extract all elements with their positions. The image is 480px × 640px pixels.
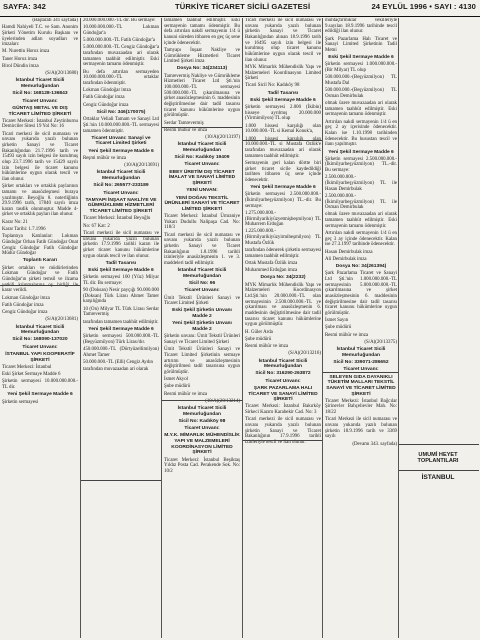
text-paragraph: Tadil Tasarısı	[267, 90, 299, 96]
text-paragraph: H. Güler Arda	[245, 329, 273, 335]
column-divider	[80, 18, 81, 638]
text-paragraph: Serdar Tamrevermiş	[164, 120, 204, 126]
text-paragraph: Sicil No: 96	[188, 281, 216, 287]
text-paragraph: Ticari merkezi ile sicil numarası ve unvanı yukarıda yazılı bulunan şirketin 17.9.1996 tarihli kararı ile şirket ticaret kanunu hükümlerine uygun olarak tescil ve ilan olunur.	[83, 230, 159, 259]
text-paragraph: Şube müdürü	[164, 384, 191, 390]
gazette-title: TÜRKİYE TİCARET SİCİLİ GAZETESİ	[175, 2, 311, 11]
text-paragraph: olmak üzere muvazaadan ari olarak tamamen taahhüt edilmiştir. Eski sermayenin tamamı ödenmiştir.	[325, 212, 397, 229]
text-paragraph: TAMYAPI İNŞAAT NAKLİYE VE GÜMRÜKLEME HİZMETLERİ TİCARET LİMİTED ŞİRKETİ	[85, 197, 157, 215]
column-3	[164, 18, 240, 640]
text-paragraph: Yeni Şekil Şirketin Unvanı Madde 2	[172, 321, 232, 333]
text-paragraph: Ortak Mustafa Özlük imza	[245, 260, 298, 266]
text-paragraph: Şark Pazarlama Halı Ticaret ve Sanayi Limited Şirketinin Tadil Metni	[325, 36, 397, 53]
text-paragraph: EBEY ÜRETİM DIŞ TİCARET İMALAT VE SANAYİ LİMİTED ŞİRKETİ	[168, 169, 236, 186]
entry-separator	[0, 285, 80, 286]
section-banner	[398, 446, 478, 470]
text-paragraph: Ticaret Merkezi: İstanbul Bakırköy Sirkeci Kazım Karabekir Cad. No: 3	[245, 404, 321, 416]
text-paragraph: İsmet Akyol	[164, 377, 189, 383]
column-divider	[322, 18, 323, 638]
text-paragraph: Şirketin sermayesi 10.000.000.000.-TL dir.	[2, 379, 78, 391]
text-paragraph: Şirketin sermayesi 2.500.000.000.-(İkimilyarbeşyüzmilyon) TL.-dir. Bu sermaye:	[245, 192, 321, 209]
text-paragraph: Ticaret Unvanı:	[343, 367, 379, 373]
text-paragraph: Ticaret Unvanı:	[22, 344, 58, 350]
text-paragraph: Cengiz Gündoğar imza	[2, 310, 48, 316]
text-paragraph: 450.000.000.-TL (Dörtyüzellimilyon) Ahmet Tamer	[83, 347, 159, 358]
page-number: SAYFA: 342	[3, 2, 46, 11]
column-divider	[161, 18, 162, 638]
text-paragraph: Ümit Tekstil Ürünleri Sanayi ve Ticaret Limited Şirketi	[164, 295, 240, 307]
text-paragraph: (10/A)(20/13197)	[205, 135, 240, 141]
text-paragraph: Ticaret Unvanı:	[265, 378, 301, 384]
text-paragraph: İstanbul Ticaret Sicili Memurluğundan	[96, 170, 146, 182]
column-6	[399, 18, 479, 438]
text-paragraph: Resmi mühür ve imza	[164, 391, 208, 397]
text-paragraph: Ticari merkezi ile sicil numarası ve unvanı yukarıda yazılı bulunan şirketin Sanayi ve Ticaret Bakanlığından 21.7.1996 tarih ve 15493 sayılı izin belgesi ile kurulmuş olup 23.7.1996 tarih ve 15429 sayılı izin belgesi ile ticaret kanunu hükümlerine uygun olarak tescil ve ilan olunur.	[2, 131, 78, 182]
text-paragraph: Sicil No: 168090-137020	[12, 337, 68, 343]
text-paragraph: Taner Horoz imza	[2, 56, 38, 62]
text-paragraph: Ali Demirbulak imza	[325, 256, 367, 262]
text-paragraph: (S/A)(20/13375)	[364, 339, 397, 345]
section-rule-top	[399, 444, 479, 445]
text-paragraph: Eski Şekil Sermaye Madde 6	[250, 97, 316, 103]
entry-separator	[81, 236, 161, 237]
text-paragraph: (S/A)(20/13216)	[288, 351, 321, 357]
text-paragraph: MYK Mimarlık Mühendislik Yapı ve Malzemeleri Koordinasyon Ltd.Şti.'nin 20.000.000.-TL olan sermayesinin 2.500.000.000.-TL ye çıkarılması ve anasözleşmenin 6. maddesinin değiştirilmesine dair tadil tasarısı ticaret kanunu hükümlerine uygun görülmüştür.	[245, 282, 321, 328]
text-paragraph: Karar No: 21	[2, 219, 28, 225]
text-paragraph: İstanbul Ticaret Sicili Memurluğundan	[336, 347, 386, 358]
text-paragraph: SELEYEN GIDA DAYANIKLI TÜKETİM MALLARI TEKSTİL SANAYİ VE TİCARET LİMİTED ŞİRKETİ	[326, 374, 396, 397]
text-paragraph: Dosya No: 34(234113)	[176, 66, 228, 72]
text-paragraph: muhtaçtırmıklar vekilleriyle 9.sayılan 18.9.1996 tarihinde tescil edildiği ilan olunur.	[325, 18, 397, 35]
text-paragraph: Eski Şekil Şirketin Unvanı Madde 2	[172, 308, 232, 320]
text-paragraph: 500.000.000.-(Beşyüzmilyon) TL Osman Demirbulak	[325, 88, 397, 99]
text-paragraph: İstanbul Ticaret Sicili Memurluğundan	[258, 358, 308, 370]
text-paragraph: Sicil No: 265577-233189	[93, 183, 149, 189]
text-paragraph: YENİ DOĞAN TEKSTİL ÜRÜNLERİ SANAYİ VE TİCARET LİMİTED ŞİRKETİ	[164, 195, 240, 212]
text-paragraph: Sicil No: Kadıköy 98	[178, 418, 226, 424]
text-paragraph: ŞARK PAZARLAMA HALI TİCARET VE SANAYİ LİMİTED ŞİRKETİ	[248, 385, 318, 403]
text-paragraph: Eski Şekil Sermaye Madde 6	[328, 55, 394, 61]
text-paragraph: GÜNTAŞ METAL VE DIŞ TİCARET LİMİTED ŞİRKETİ	[8, 105, 72, 117]
entry-separator	[162, 400, 242, 401]
text-paragraph: Cengiz Gündoğar imza	[83, 102, 129, 108]
text-paragraph: Şirket ortakları ve ortaklık paylarının tamamı ve anasözleşmesi buraya yazılmıştır. Beyoğlu 8. noterliğinin 29.9.1996 tarih, 17840 sayılı imza kararı tasdik olunmuştur. Madde 4-şirket ve ortaklık payları ilan olunur.	[2, 184, 78, 218]
text-paragraph: Ticari Sicil No: Kadıköy 98	[245, 83, 300, 89]
text-paragraph: Tadil Tasarısı	[105, 260, 137, 266]
text-paragraph: 1.225.000.000.-(Birmilyarikiyüzyirmibeşmilyon) TL Mustafa Özlük	[245, 229, 321, 246]
text-paragraph: Karar Tarihi: 1.7.1996	[2, 226, 46, 232]
text-paragraph: Şube müdürü	[325, 325, 352, 331]
text-paragraph: 10 (On) Milyar TL Türk Lirası Serdar Tamrevermiş	[83, 306, 159, 318]
text-paragraph: M.Y.K. MİMARLIK MÜHENDİSLİK YAPI VE MALZEMELERİ KOORDİNASYON LİMİTED ŞİRKETİ	[164, 433, 240, 456]
text-paragraph: Lokman Gündoğar imza	[83, 88, 131, 94]
text-paragraph: M. Nurettin Horoz imza	[2, 49, 50, 55]
text-paragraph: Bu defa artırılan sermayeden 10.000.000.000.-TL ortaklar tarafından ödenmiştir.	[83, 69, 159, 86]
text-paragraph: Ticari merkezi ile sicil numarası ve unvanı yukarıda yazılı bulunan şirketin Sanayi ve Ticaret Bakanlığının 1.8.1996 tarihli izinleriyle anasözleşmenin 1. ve 3. maddeleri tadil edilmiştir.	[164, 232, 240, 266]
text-paragraph: 1.000 hissesi karşılığı olan 10.000.000.-TL si Kemal Konuk'a,	[245, 123, 321, 135]
text-paragraph: Muhammed Erdoğan imza	[245, 268, 298, 274]
text-paragraph: İstanbul Ticaret Sicili Memurluğundan	[177, 142, 227, 153]
text-paragraph: tamamen taahhüt edilmiştir. Eski sermayenin tamamı ödenmiştir. Bu defa artırılan nakdi sermayenin 1/4 ü kanuni süreden itibaren en geç üç sene içinde ödenecektir.	[164, 18, 240, 46]
text-paragraph: Ticaret Unvanı:	[22, 98, 58, 104]
text-paragraph: No: 67 Kat: 2	[83, 223, 110, 229]
text-paragraph: Yeni Şekil Sermaye Madde 6	[88, 148, 154, 154]
text-paragraph: Ümit Tekstil Ürünleri Sanayi ve Ticaret Limited Şirketinin sermaye artırımı ve anasözleşmesinin değiştirilmesi tadil tasarısına uygun görülmüştür.	[164, 347, 240, 375]
text-paragraph: Ticaret Merkezi: İstanbul	[2, 364, 52, 370]
text-paragraph: Birol Dündin imza	[2, 63, 39, 69]
text-paragraph: 1.275.000.000.-(Birmilyarikiyüzyetmişbeşmilyon) TL Muharrem Erdoğan	[245, 210, 321, 228]
text-paragraph: Hamdi Nahiyeli T.C. ve Sam. Anonim Şirketi Yönetim Kurulu Başkanı ve üyelerinden adları soyadları ve imzaları:	[2, 25, 78, 48]
text-paragraph: Ticaret Merkezi: İstanbul Bağcılar Şirinevler Bahçelievler Mah. No: 18/22	[325, 398, 397, 416]
text-paragraph: Eski Şekil Sermaye Madde 6	[88, 268, 154, 273]
section-title: UMUMİ HEYET TOPLANTILARI	[417, 452, 459, 464]
text-paragraph: (Baştarafı 341 sayfada)	[32, 18, 78, 23]
text-paragraph: Dosya No: 34(2232)	[260, 275, 306, 281]
text-paragraph: MYK Mimarlık Mühendislik Yapı ve Malzemeleri Koordinasyon Limited Şirketi	[245, 64, 321, 82]
text-paragraph: Sicil No: 168128-136843	[12, 91, 68, 97]
text-paragraph: Sicil No: 346(170075)	[96, 109, 146, 115]
text-paragraph: Ticaret Unvanı:	[103, 190, 139, 196]
text-paragraph: Fatih Gündoğar imza	[83, 95, 125, 101]
entry-separator	[81, 480, 161, 481]
text-paragraph: 5.000.000.000.-TL Fatih Gündoğar'a	[83, 38, 155, 44]
entry-separator	[162, 127, 242, 128]
text-paragraph: Hasan Demirbulak imza	[325, 249, 373, 255]
text-paragraph: İstanbul Ticaret Sicili Memurluğundan	[177, 406, 227, 417]
text-paragraph: 5.000.000.000.-TL Cengiz Gündoğar'a tarafından muvazaadan ari olarak tamamen taahhüt edilmiştir. Eski sermayenin tamamı ödenmiştir.	[83, 45, 159, 68]
text-paragraph: Şirketin unvanı: Ümit Tekstil Ürünleri Sanayi ve Ticaret Limited Şirketi	[164, 334, 240, 345]
text-paragraph: Lokman Gündoğar imza	[2, 295, 50, 301]
column-divider	[242, 18, 243, 638]
page-header	[0, 0, 480, 17]
text-paragraph: 90 (Doksan) Nesir payçığı 90.000.000 (Doksan) Türk Lirası Ahmet Tamer karşılığında	[83, 288, 159, 305]
column-5	[325, 18, 397, 640]
text-paragraph: Şirketin sermayesi 2.500.000.000.-(İkimilyarbeşyüzmilyon) TL.-dir. Bu sermaye:	[325, 156, 397, 174]
text-paragraph: Şark Pazarlama Ticaret ve Sanayi Ltd Şti.'nin 1.000.000.000.-TL sermayesinin 5.000.000.000.-TL çıkarılmasına ve şirket anasözleşmesinin 6. maddesinin değiştirilmesine dair tadil tasarısı ticaret kanunu hükümlerine uygun görülmüştür.	[325, 271, 397, 316]
text-paragraph: Şube müdürü	[245, 336, 272, 342]
text-paragraph: tarafından muvazaadan ari olarak	[83, 367, 149, 373]
text-paragraph: (S/A)(20/13681)	[45, 317, 78, 323]
text-paragraph: 2.500.000.000.-(İkimilyarbeşyüzmilyon) TL ile Hasan Demirbulak	[325, 175, 397, 192]
text-paragraph: olmak üzere muvazaadan ari olarak tamamen taahhüt edilmiştir. Eski sermayenin tamamı ödenmiştir.	[325, 101, 397, 118]
text-paragraph: 20.000.000.000.-TL dır. Bu sermaye:	[83, 18, 156, 23]
text-paragraph: (10/A)(20/13691)	[124, 163, 159, 169]
text-paragraph: Sicil No: 339071-286652	[333, 360, 389, 366]
text-paragraph: 10.000.000.000.-TL Lokman Gündoğar'a	[83, 25, 159, 36]
text-paragraph: Toplantı Kararı	[22, 258, 58, 264]
text-paragraph: (10/A)(20/13214)	[205, 398, 240, 404]
text-paragraph: Artırılan nakdi sermayenin 1/4 ü en geç 3 ay içinde ödenecektir. Kalan ise 27.3.1997 tarihinde ödenecektir.	[325, 231, 397, 248]
text-paragraph: (Devamı 343. sayfada)	[352, 441, 397, 447]
text-paragraph: Ticaret Merkezi: İstanbul Beşiktaş Yıldız Posta Cad. Perakende Sok. No: 10/2	[164, 457, 240, 474]
entry-separator	[243, 440, 322, 441]
text-paragraph: İstanbul Ticaret Sicili Memurluğundan	[15, 78, 65, 90]
text-paragraph: Ticari Merkezi ile sicil numarası ve unvanı yukarıda yazılı bulunan şirketin 18.9.1996 tarih ve 3369 sayılı	[325, 417, 397, 440]
text-paragraph: Tamyapı İnşaat Nakliye ve Gümrükleme Hizmetleri Ticaret Limited Şirketi imza	[164, 47, 240, 65]
text-paragraph: (S/A)(20/13680)	[45, 71, 78, 77]
text-paragraph: Sicil No: 316290-263872	[255, 371, 311, 377]
text-paragraph: Fatih Gündoğar imza	[2, 302, 44, 308]
text-paragraph: İstanbul Ticaret Sicili Memurluğundan	[15, 324, 65, 336]
text-paragraph: Ticari merkezi ile sicil numarası ve unvanı yukarıda yazılı bulunan şirketin Sanayi ve Ticaret Bakanlığının 17.9.1996 tarihli izinleriyle tescil ve ilan olunur.	[245, 417, 321, 445]
text-paragraph: 50.000.000.-TL (Elli) Cengiz Aydın	[83, 359, 154, 365]
text-paragraph: YENİ UNVAN:	[186, 188, 218, 194]
text-paragraph: Resmi mühür ve imza	[325, 332, 369, 338]
column-2	[83, 18, 159, 640]
issue-date: 24 EYLÜL 1996 • SAYI : 4130	[371, 2, 476, 11]
text-paragraph: Sicil No: Kadıköy 19409	[174, 155, 230, 161]
text-paragraph: İstanbul Ticaret Sicili Memurluğundan	[177, 268, 227, 279]
text-paragraph: 500.000.000.-(Beşyüzmilyon) TL Mustafa Dal	[325, 75, 397, 86]
text-paragraph: Ticaret Unvanı:	[184, 426, 220, 432]
text-paragraph: Ticaret Merkezi: İstanbul Zeytinburnu Demirciler Sitesi 19 Yol No: 16	[2, 118, 78, 130]
text-paragraph: İsmet Sayın	[325, 318, 349, 324]
text-paragraph: Tamrevermiş Nakliye ve Gümrükleme Hizmetleri Ticaret Ltd Şti.'nin 100.000.000.-TL sermayesi 500.000.000.-TL çıkarılmasına ve şirket anasözleşmesinin 6. maddesinin değiştirilmesine dair tadil tasarısı ticaret kanunu hükümlerine uygun görülmüştür.	[164, 73, 240, 119]
text-paragraph: Ticaret Unvanı:	[184, 162, 220, 168]
text-paragraph: Şirketin sermayesi 500.000.000.-TL (Beşyüzmilyon) Türk Lirası'dır.	[83, 334, 159, 345]
text-paragraph: Ticaret Merkezi: İstanbul Beyoğlu	[83, 216, 151, 222]
text-paragraph: Şirket ortakları ve müdürlerinden Lokman Gündoğar ve Fatih Gündoğar'ın şirketi temsil ve ilzama yetkili kılınmalarına oy birliği ile karar verildi.	[2, 265, 78, 294]
text-paragraph: Şirketin sermayesi	[2, 399, 39, 405]
section-rule-bottom	[399, 470, 479, 471]
text-paragraph: 2.500.000.000.-(İkimilyarbeşyüzmilyon) TL ile Osman Demirbulak	[325, 193, 397, 211]
entry-separator	[323, 372, 398, 373]
text-paragraph: tarafından tamamen taahhüt edilmiştir.	[83, 319, 159, 325]
text-paragraph: Ortaklar Veliali Tamam ve Sanayi Ltd Şti.'nin 10.000.000.000.-TL sermayesi tamamen ödenmiştir.	[83, 117, 159, 134]
text-paragraph: Ticaret Merkezi: İstanbul Ümraniye Yukarı Dudullu Nalipaşa Cad. No: 118/3	[164, 214, 240, 231]
text-paragraph: Sermayenin geri kalan dörtte biri şirket ticaret sicile kaydedildiği tarihten itibaren üç sene içinde ödenecektir.	[245, 160, 321, 183]
column-4	[245, 18, 321, 640]
text-paragraph: Resmi mühür ve imza	[245, 344, 289, 349]
text-paragraph: tarafından ödenerek şirketin sermayesi tamamen taahhüt edilmiştir.	[245, 248, 321, 259]
text-paragraph: Yeni Şekil Sermaye Madde 6	[7, 392, 73, 398]
city-heading: İSTANBUL	[421, 474, 455, 481]
text-paragraph: Yeni Şekil Sermaye Madde 6	[88, 326, 154, 332]
text-paragraph: Ticaret Unvanı:	[184, 288, 220, 294]
text-paragraph: İSTANBUL YAPI KOOPERATİF ŞİRKETİ	[5, 351, 75, 363]
entry-separator	[243, 140, 322, 141]
text-paragraph: Toplantıya Katılanlar: Lokman Gündoğar Orhan Fatih Gündoğar Onat Cengiz Gündoğar Fatih Gündoğar Müdür Gündoğar	[2, 234, 78, 257]
text-paragraph: Yeni Şekil Sermaye Madde 6	[328, 149, 394, 155]
text-paragraph: Ticari merkezi ile sicil numarası ve unvanı yukarıda yazılı bulunan şirketin Sanayi ve Ticaret Bakanlığından alınan 18.9.1996 tarih ve 16495 sayılı izin belgesi ile kurulmuş olup ticaret kanunu hükümlerine uygun olarak tescil ve ilan olunur.	[245, 18, 321, 63]
text-paragraph: 1.000 hissesi karşılığı olan 10.000.000.-TL si Mustafa Özlük'e tarafından muvazaadan ari olarak tamamen taahhüt edilmiştir.	[245, 136, 321, 159]
text-paragraph: Reşmi mühür ve imza	[83, 155, 127, 161]
text-paragraph: Ticaret Unvanı: Sanayi ve Ticaret Limited Şirketi	[91, 135, 151, 147]
text-paragraph: Şirketin sermayesi 100 (Yüz) Milyar TL dir. Bu sermaye:	[83, 275, 159, 286]
text-paragraph: Yeni Şekil Sermaye Madde 6	[250, 185, 316, 191]
text-paragraph: Şirketin sermayesi 1.000.000.000.-(Bir Milyar) TL olup	[325, 62, 397, 74]
column-1	[2, 18, 78, 640]
text-paragraph: Resmi mühür ve imza	[164, 127, 208, 133]
text-paragraph: Şirketin sermayesi 2.000 (İkibin) hisseye ayrılmış 20.000.000 (Yirmimilyon) TL olup	[245, 105, 321, 122]
text-paragraph: Eski Şirket Sermaye Madde 6	[2, 372, 61, 378]
text-paragraph: Artırılan nakdi sermayenin 1/4 ü en geç 2 ay içerisinde ödenecektir. Kalan ise 1.10.1998 tarihinden ödenecektir. Bu husustan tescil ve ilanı yapılmıştır.	[325, 119, 397, 148]
text-paragraph: Dosya No: 34(261394)	[335, 264, 387, 270]
